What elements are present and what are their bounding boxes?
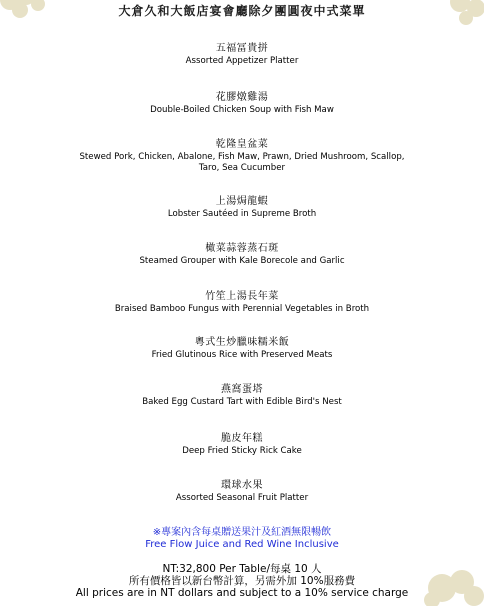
price-per-table: NT:32,800 Per Table/每桌 10 人 (162, 563, 322, 575)
dish-2 (0, 92, 484, 116)
dish-8 (0, 384, 484, 408)
tax-note-zh: 所有價格皆以新台幣計算，另需外加 10%服務費 (128, 575, 356, 587)
dish-4 (0, 196, 484, 220)
price-note (0, 563, 484, 599)
promo-note-zh: ※專案內含每桌贈送果汁及紅酒無限暢飲 (152, 527, 332, 538)
dish-7 (0, 337, 484, 361)
dish-name-en: Assorted Appetizer Platter (185, 56, 299, 66)
dish-name-zh: 五福冨貴拼 (215, 43, 269, 54)
dish-name-en: Fried Glutinous Rice with Preserved Meats (151, 350, 333, 360)
dish-name-zh: 竹笙上湯長年菜 (205, 291, 279, 302)
dish-name-en: Double-Boiled Chicken Soup with Fish Maw (150, 105, 334, 115)
dish-name-zh: 粵式生炒臘味糯米飯 (194, 337, 290, 348)
tax-note-en: All prices are in NT dollars and subject to a 10% service charge (75, 587, 409, 599)
dish-5 (0, 243, 484, 267)
dish-name-en: Lobster Sautéed in Supreme Broth (167, 209, 317, 219)
dish-6 (0, 291, 484, 315)
dish-name-en: Assorted Seasonal Fruit Platter (175, 493, 309, 503)
dish-name-zh: 脆皮年糕 (221, 433, 263, 444)
dish-10 (0, 480, 484, 504)
dish-name-zh: 乾隆皇盆菜 (215, 139, 269, 150)
dish-name-zh: 花膠燉雞湯 (215, 92, 269, 103)
dish-name-zh: 燕窩蛋塔 (221, 384, 263, 395)
dish-name-en-line2: Taro, Sea Cucumber (198, 163, 286, 173)
dish-1 (0, 43, 484, 67)
dish-name-en: Deep Fried Sticky Rick Cake (182, 446, 302, 456)
dish-9 (0, 433, 484, 457)
dish-name-en: Stewed Pork, Chicken, Abalone, Fish Maw, Prawn, Dried Mushroom, Scallop, (79, 152, 405, 162)
promo-note-en: Free Flow Juice and Red Wine Inclusive (145, 539, 339, 550)
dish-name-zh: 上湯焗龍蝦 (215, 196, 269, 207)
dish-3 (0, 139, 484, 174)
dish-name-en: Baked Egg Custard Tart with Edible Bird's Nest (142, 397, 342, 407)
promo-note (0, 527, 484, 551)
dish-name-zh: 橄菜蒜蓉蒸石斑 (205, 243, 279, 254)
dish-name-en: Braised Bamboo Fungus with Perennial Vegetables in Broth (114, 304, 370, 314)
dish-name-zh: 環球水果 (221, 480, 263, 491)
menu-title: 大倉久和大飯店宴會廳除夕團圓夜中式菜單 (118, 4, 366, 18)
dish-name-en: Steamed Grouper with Kale Borecole and Garlic (139, 256, 345, 266)
